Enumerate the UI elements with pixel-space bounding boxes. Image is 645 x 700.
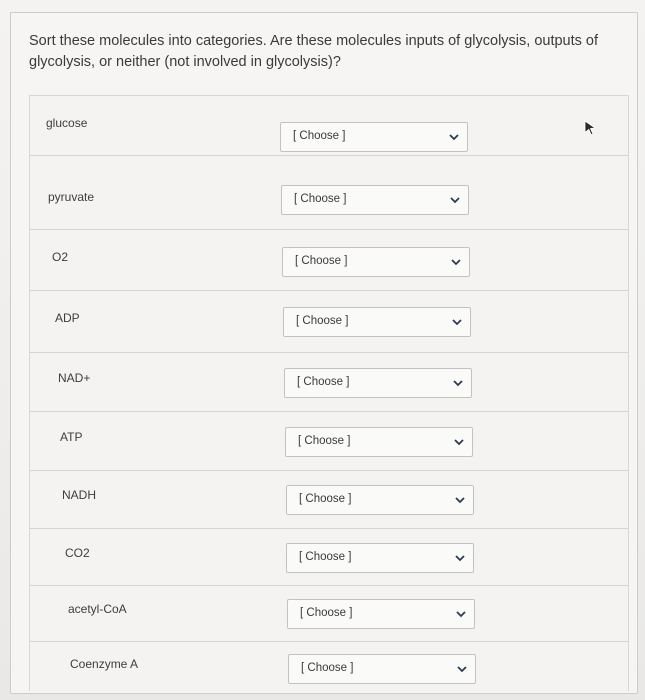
chevron-down-icon (455, 496, 465, 504)
match-term: O2 (52, 250, 69, 264)
match-term: NAD+ (58, 371, 91, 385)
match-term: ADP (55, 311, 80, 325)
match-term: Coenzyme A (70, 657, 139, 671)
question-text: Sort these molecules into categories. Are these molecules inputs of glycolysis, outputs of glycolysis, or neither (not involved in glycolysis)? (29, 33, 599, 70)
chevron-down-icon (452, 318, 462, 326)
question-card (10, 12, 638, 694)
match-row-glucose (30, 96, 628, 155)
match-row-nadplus (30, 352, 628, 411)
match-select-atp[interactable] (285, 427, 473, 457)
match-select-acetyl-coa[interactable] (287, 599, 475, 629)
chevron-down-icon (451, 258, 461, 266)
match-term: CO2 (65, 546, 90, 560)
match-select-co2[interactable] (286, 543, 474, 573)
match-term: pyruvate (48, 190, 95, 204)
select-value: [ Choose ] (299, 493, 352, 505)
chevron-down-icon (457, 665, 467, 673)
select-value: [ Choose ] (298, 435, 351, 447)
select-value: [ Choose ] (299, 551, 352, 563)
match-row-co2 (30, 528, 628, 587)
chevron-down-icon (449, 133, 459, 141)
match-select-o2[interactable] (282, 247, 470, 277)
match-select-glucose[interactable] (280, 122, 468, 152)
select-value: [ Choose ] (300, 607, 353, 619)
match-select-pyruvate[interactable] (281, 185, 469, 215)
match-row-pyruvate (30, 155, 628, 214)
match-select-adp[interactable] (283, 307, 471, 337)
select-value: [ Choose ] (296, 315, 349, 327)
chevron-down-icon (455, 554, 465, 562)
match-row-atp (30, 411, 628, 470)
select-value: [ Choose ] (294, 193, 347, 205)
matching-answers (29, 95, 629, 691)
chevron-down-icon (453, 379, 463, 387)
match-select-nadplus[interactable] (284, 368, 472, 398)
match-select-coenzyme-a[interactable] (288, 654, 476, 684)
match-row-o2 (30, 229, 628, 288)
chevron-down-icon (454, 438, 464, 446)
match-term: acetyl-CoA (68, 602, 127, 616)
select-value: [ Choose ] (297, 376, 350, 388)
select-value: [ Choose ] (293, 130, 346, 142)
match-term: ATP (60, 430, 83, 444)
match-row-coenzyme-a (30, 641, 628, 692)
match-row-nadh (30, 470, 628, 529)
match-row-acetyl-coa (30, 585, 628, 644)
select-value: [ Choose ] (301, 662, 354, 674)
mouse-pointer-icon (583, 120, 597, 136)
match-term: NADH (62, 488, 97, 502)
chevron-down-icon (450, 196, 460, 204)
match-select-nadh[interactable] (286, 485, 474, 515)
match-row-adp (30, 290, 628, 349)
chevron-down-icon (456, 610, 466, 618)
select-value: [ Choose ] (295, 255, 348, 267)
match-term: glucose (46, 116, 88, 130)
